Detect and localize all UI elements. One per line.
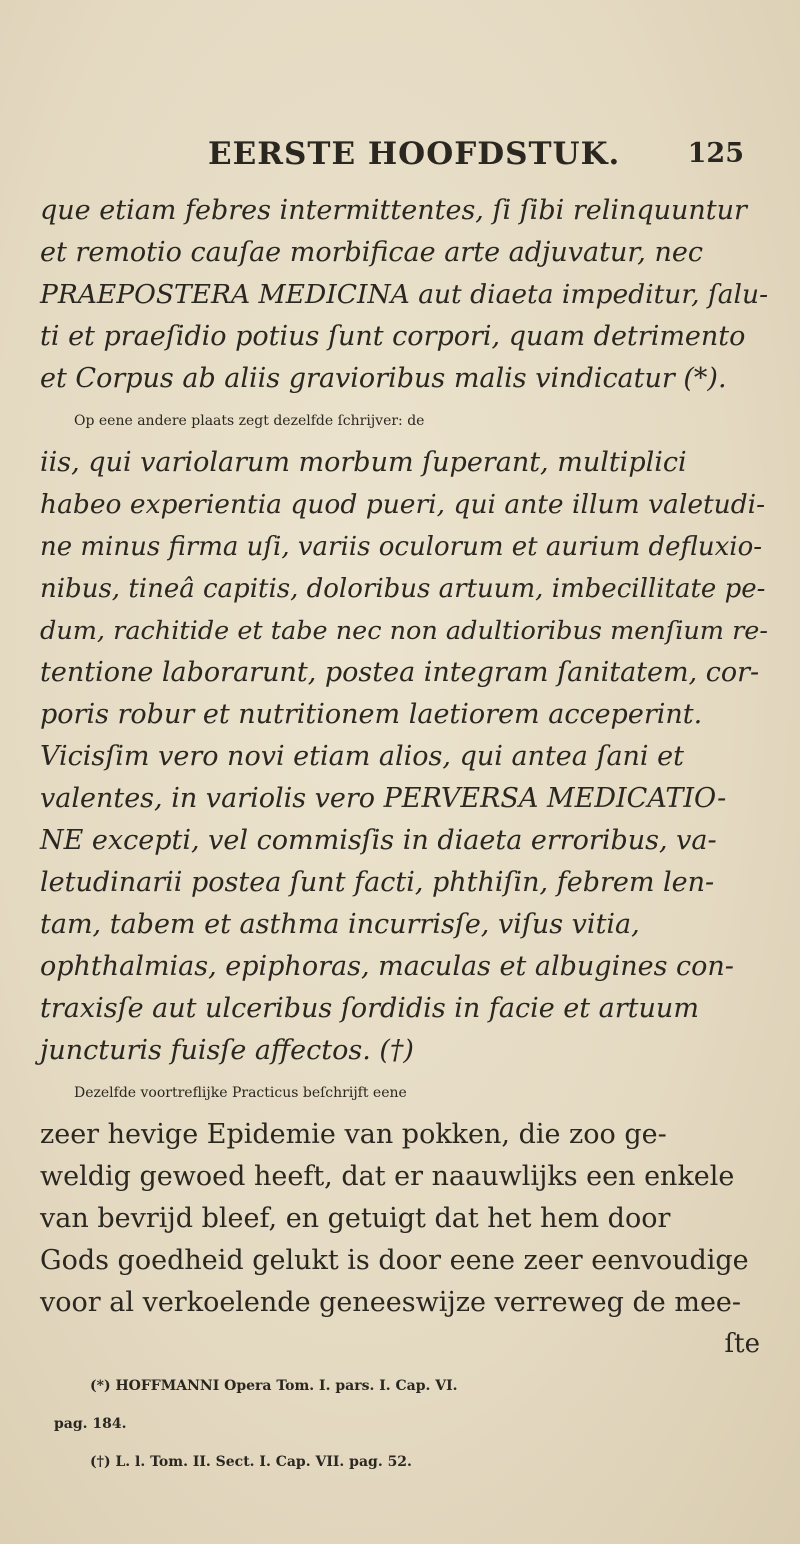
text-line: juncturis fuisſe affectos. (†) bbox=[40, 1035, 414, 1066]
text-line: Vicisſim vero novi etiam alios, qui antea ſani et bbox=[40, 741, 684, 772]
text-line: van bevrijd bleef, en getuigt dat het hem door bbox=[40, 1203, 671, 1234]
catchword: ſte bbox=[724, 1329, 760, 1359]
text-line: weldig gewoed heeft, dat er naauwlijks een enkele bbox=[40, 1161, 735, 1192]
text-line: nibus, tineâ capitis, doloribus artuum, imbecillitate pe- bbox=[40, 574, 766, 604]
text-line: Dezelfde voortreflijke Practicus beſchrijft eene bbox=[74, 1085, 407, 1101]
text-line: et remotio cauſae morbificae arte adjuvatur, nec bbox=[40, 237, 703, 268]
text-line: ti et praeſidio potius ſunt corpori, quam detrimento bbox=[40, 321, 746, 352]
text-line: valentes, in variolis vero PERVERSA MEDICATIO- bbox=[40, 783, 727, 814]
text-line: et Corpus ab aliis gravioribus malis vindicatur (*). bbox=[40, 363, 727, 394]
footnote-line: pag. 184. bbox=[54, 1416, 127, 1432]
text-line: traxisſe aut ulceribus ſordidis in facie et artuum bbox=[40, 993, 699, 1024]
footnote-line: (*) HOFFMANNI Opera Tom. I. pars. I. Cap. VI. bbox=[90, 1378, 458, 1394]
text-line: iis, qui variolarum morbum ſuperant, multiplici bbox=[40, 447, 687, 478]
text-line: ne minus firma uſi, variis oculorum et aurium defluxio- bbox=[40, 532, 763, 562]
text-line: dum, rachitide et tabe nec non adultioribus menſium re- bbox=[40, 616, 768, 646]
text-line: voor al verkoelende geneeswijze verreweg de mee- bbox=[40, 1287, 742, 1318]
text-line: letudinarii postea ſunt facti, phthiſin, febrem len- bbox=[40, 867, 715, 898]
text-line: Gods goedheid gelukt is door eene zeer eenvoudige bbox=[40, 1245, 749, 1276]
text-line: NE excepti, vel commisſis in diaeta erroribus, va- bbox=[40, 825, 717, 856]
text-line: tam, tabem et asthma incurrisſe, viſus vitia, bbox=[40, 909, 640, 940]
text-line: Op eene andere plaats zegt dezelfde ſchrijver: de bbox=[74, 413, 425, 429]
text-line: poris robur et nutritionem laetiorem acceperint. bbox=[40, 699, 703, 730]
text-line: PRAEPOSTERA MEDICINA aut diaeta impeditur, ſalu- bbox=[40, 279, 769, 310]
text-line: que etiam febres intermittentes, ſi ſibi relinquuntur bbox=[40, 195, 747, 226]
text-line: tentione laborarunt, postea integram ſanitatem, cor- bbox=[40, 657, 760, 688]
text-line: zeer hevige Epidemie van pokken, die zoo ge- bbox=[40, 1119, 667, 1150]
footnote-line: (†) L. l. Tom. II. Sect. I. Cap. VII. pag. 52. bbox=[90, 1454, 412, 1470]
page-header bbox=[208, 136, 768, 176]
text-line: habeo experientia quod pueri, qui ante illum valetudi- bbox=[40, 489, 766, 520]
page-number: 125 bbox=[687, 138, 744, 169]
text-line: ophthalmias, epiphoras, maculas et albugines con- bbox=[40, 951, 734, 982]
running-head: EERSTE HOOFDSTUK. bbox=[208, 136, 621, 172]
